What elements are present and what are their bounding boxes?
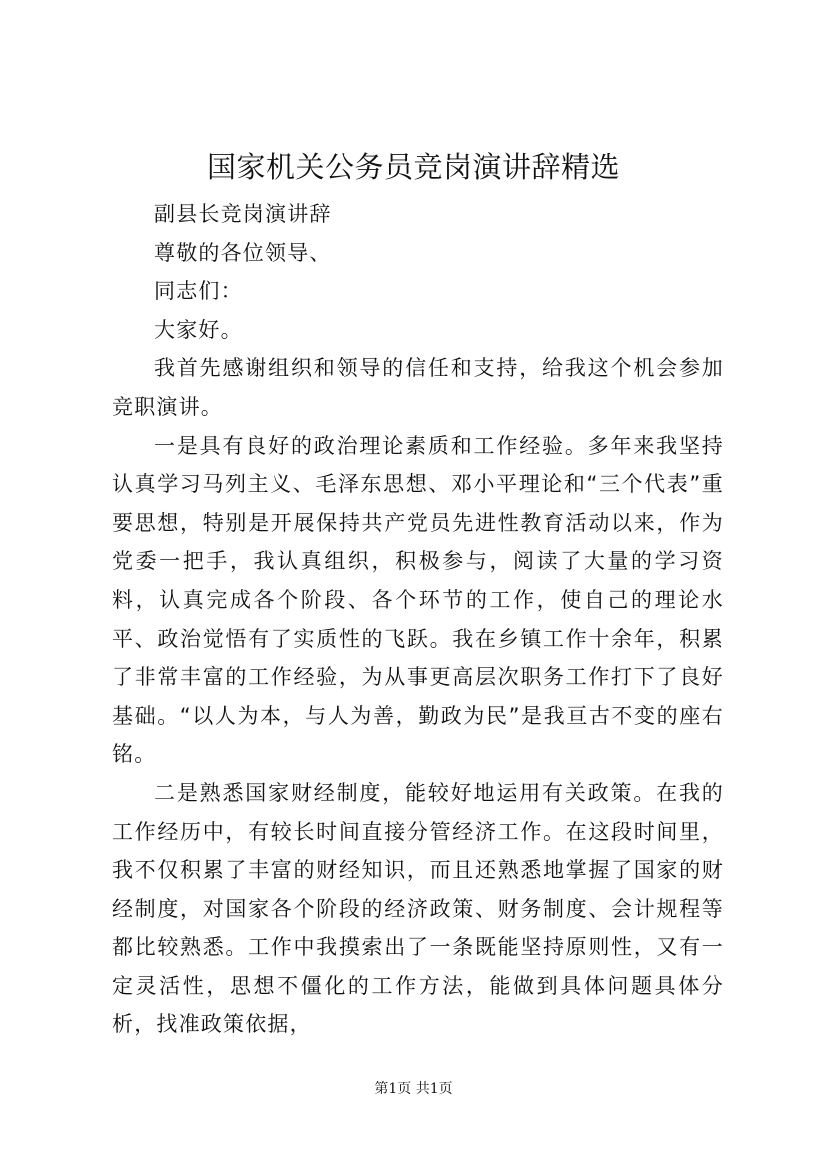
- paragraph-thanks: 我首先感谢组织和领导的信任和支持，给我这个机会参加竞职演讲。: [112, 356, 724, 419]
- paragraph-salutation: 尊敬的各位领导、: [154, 240, 332, 265]
- document-body: [112, 195, 724, 1044]
- paragraph-point-one: 一是具有良好的政治理论素质和工作经验。多年来我坚持认真学习马列主义、毛泽东思想、邓小平理论和“三个代表”重要思想，特别是开展保持共产党员先进性教育活动以来，作为党委一把手，我认真组织，积极参与，阅读了大量的学习资料，认真完成各个阶段、各个环节的工作，使自己的理论水平、政治觉悟有了实质性的飞跃。我在乡镇工作十余年，积累了非常丰富的工作经验，为从事更高层次职务工作打下了良好基础。“以人为本，与人为善，勤政为民”是我亘古不变的座右铭。: [112, 433, 724, 767]
- document-title: 国家机关公务员竞岗演讲辞精选: [206, 150, 620, 184]
- paragraph-salutation-2: 同志们：: [154, 279, 243, 304]
- paragraph-subtitle: 副县长竞岗演讲辞: [154, 202, 332, 226]
- paragraph-point-two: 二是熟悉国家财经制度，能较好地运用有关政策。在我的工作经历中，有较长时间直接分管经济工作。在这段时间里，我不仅积累了丰富的财经知识，而且还熟悉地掌握了国家的财经制度，对国家各个阶段的经济政策、财务制度、会计规程等都比较熟悉。工作中我摸索出了一条既能坚持原则性，又有一定灵活性，思想不僵化的工作方法，能做到具体问题具体分析，找准政策依据，: [112, 780, 724, 1037]
- page-footer: 第1页 共1页: [374, 1081, 453, 1097]
- paragraph-greeting: 大家好。: [154, 317, 243, 342]
